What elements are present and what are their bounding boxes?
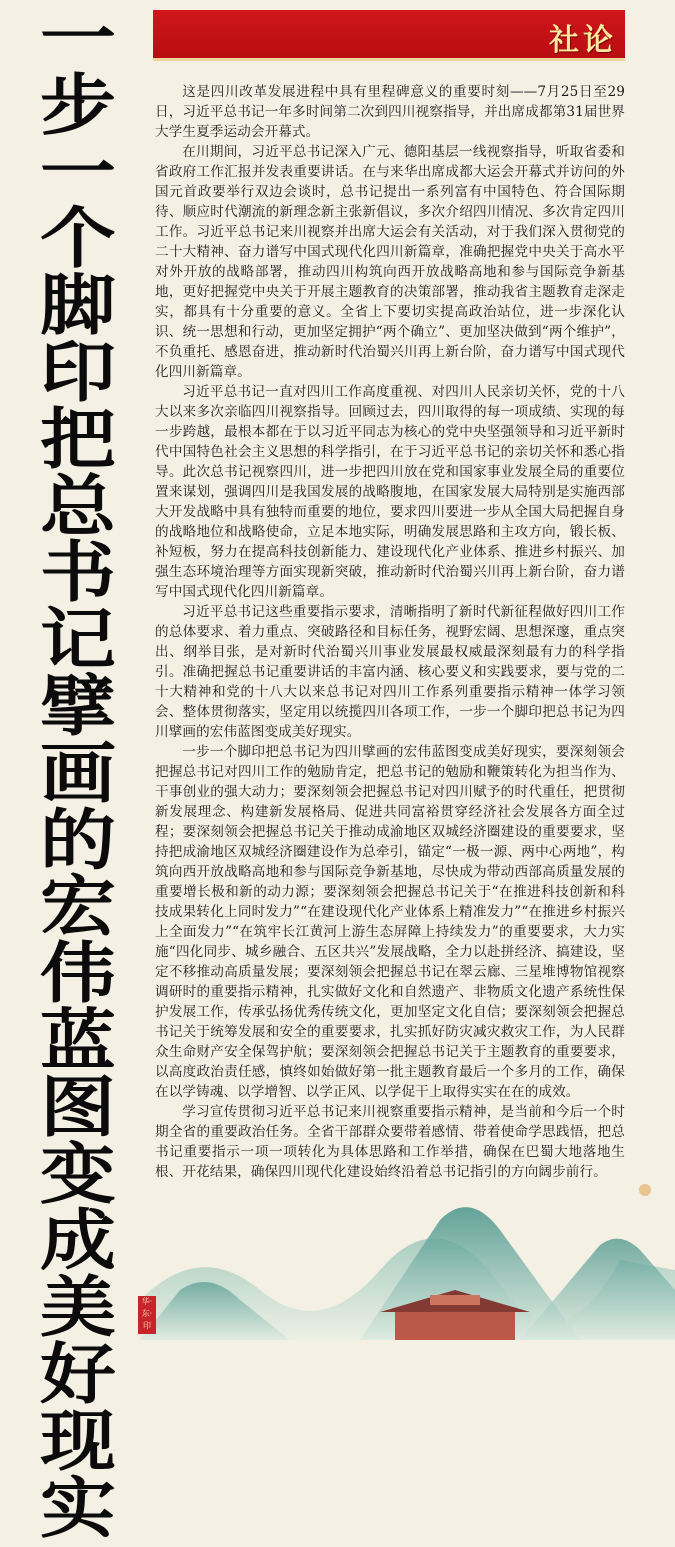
article-paragraph: 学习宣传贯彻习近平总书记来川视察重要指示精神，是当前和今后一个时期全省的重要政治任务。全省干部群众要带着感情、带着使命学思践悟，把总书记重要指示一项一项转化为具体思路和工作举措，确保在巴蜀大地落地生根、开花结果，确保四川现代化建设始终沿着总书记指引的方向阔步前行。: [155, 1104, 625, 1180]
article-paragraph: 这是四川改革发展进程中具有里程碑意义的重要时刻——7月25日至29日，习近平总书记一年多时间第二次到四川视察指导，并出席成都第31届世界大学生夏季运动会开幕式。: [155, 84, 625, 140]
editorial-label: 社论: [549, 23, 617, 58]
vertical-headline: 一步一个脚印把总书记擘画的宏伟蓝图变成美好现实: [40, 0, 116, 1547]
article-paragraph: 习近平总书记这些重要指示要求，清晰指明了新时代新征程做好四川工作的总体要求、着力重点、突破路径和目标任务，视野宏阔、思想深邃，重点突出、纲举目张，是对新时代治蜀兴川事业发展最权威最深刻最有力的科学指引。准确把握总书记重要讲话的丰富内涵、核心要义和实践要求，要与党的二十大精神和党的十八大以来总书记对四川工作系列重要指示精神一体学习领会、整体贯彻落实，坚定用以统揽四川各项工作，一步一个脚印把总书记为四川擘画的宏伟蓝图变成美好现实。: [155, 604, 625, 740]
editorial-banner: [153, 10, 625, 61]
artist-seal: 华·东·印: [138, 1296, 156, 1334]
article-paragraph: 在川期间，习近平总书记深入广元、德阳基层一线视察指导，听取省委和省政府工作汇报并发表重要讲话。在与来华出席成都大运会开幕式并访问的外国元首政要举行双边会谈时，总书记提出一系列富有中国特色、符合国际期待、顺应时代潮流的新理念新主张新倡议，多次介绍四川情况、多次肯定四川工作。习近平总书记来川视察并出席大运会有关活动，对于我们深入贯彻党的二十大精神、奋力谱写中国式现代化四川新篇章，准确把握党中央关于高水平对外开放的战略部署，推动四川构筑向西开放战略高地和参与国际竞争新基地，更好把握党中央关于开展主题教育的决策部署，推动我省主题教育走深走实，都具有十分重要的意义。全省上下要切实提高政治站位，进一步深化认识、统一思想和行动，更加坚定拥护“两个确立”、更加坚决做到“两个维护”，不负重托、感恩奋进，推动新时代治蜀兴川再上新台阶，奋力谱写中国式现代化四川新篇章。: [155, 144, 625, 380]
landscape-illustration: [140, 1150, 675, 1340]
editorial-article: [155, 82, 625, 1182]
article-paragraph: 一步一个脚印把总书记为四川擘画的宏伟蓝图变成美好现实，要深刻领会把握总书记对四川工作的勉励肯定，把总书记的勉励和鞭策转化为担当作为、干事创业的强大动力；要深刻领会把握总书记对四川赋予的时代重任，把贯彻新发展理念、构建新发展格局、促进共同富裕贯穿经济社会发展各方面全过程；要深刻领会把握总书记关于推动成渝地区双城经济圈建设的重要要求，坚持把成渝地区双城经济圈建设作为总牵引，锚定“一极一源、两中心两地”，构筑向西开放战略高地和参与国际竞争新基地，尽快成为带动西部高质量发展的重要增长极和新的动力源；要深刻领会把握总书记关于“在推进科技创新和科技成果转化上同时发力”“在建设现代化产业体系上精准发力”“在推进乡村振兴上全面发力”“在筑牢长江黄河上游生态屏障上持续发力”的重要要求，大力实施“四化同步、城乡融合、五区共兴”发展战略，全力以赴拼经济、搞建设，坚定不移推动高质量发展；要深刻领会把握总书记在翠云廊、三星堆博物馆视察调研时的重要指示精神，扎实做好文化和自然遗产、非物质文化遗产系统性保护发展工作，传承弘扬优秀传统文化，更加坚定文化自信；要深刻领会把握总书记关于统筹发展和安全的重要要求，扎实抓好防灾减灾救灾工作，为人民群众生命财产安全保驾护航；要深刻领会把握总书记关于主题教育的重要要求，以高度政治责任感，慎终如始做好第一批主题教育最后一个多月的工作，确保在以学铸魂、以学增智、以学正风、以学促干上取得实实在在的成效。: [155, 744, 625, 1100]
article-paragraph: 习近平总书记一直对四川工作高度重视、对四川人民亲切关怀，党的十八大以来多次亲临四川视察指导。回顾过去，四川取得的每一项成绩、实现的每一步跨越，最根本都在于以习近平同志为核心的党中央坚强领导和习近平新时代中国特色社会主义思想的科学指引，在于习近平总书记的亲切关怀和悉心指导。此次总书记视察四川，进一步把四川放在党和国家事业发展全局的重要位置来谋划，强调四川是我国发展的战略腹地，在国家发展大局特别是实施西部大开发战略中具有独特而重要的地位，要求四川要进一步从全国大局把握自身的战略地位和战略使命，立足本地实际，明确发展思路和主攻方向，锻长板、补短板，努力在提高科技创新能力、建设现代化产业体系、推进乡村振兴、加强生态环境治理等方面实现新突破，推动新时代治蜀兴川再上新台阶，奋力谱写中国式现代化四川新篇章。: [155, 384, 625, 600]
